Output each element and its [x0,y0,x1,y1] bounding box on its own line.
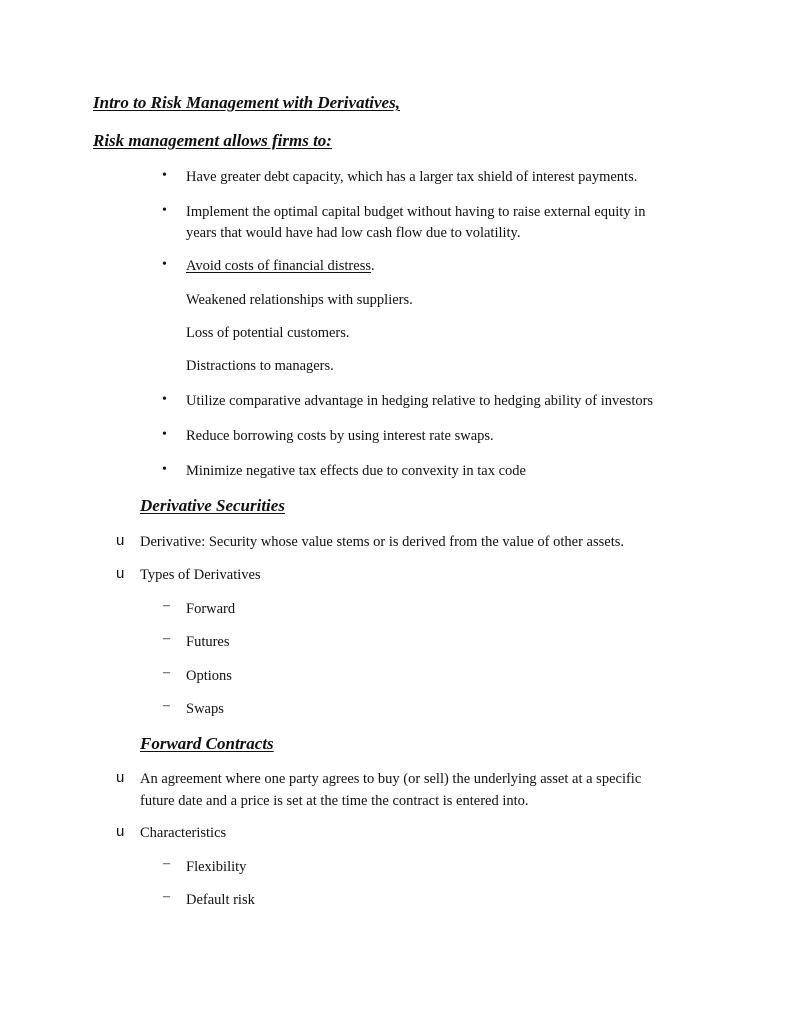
derivative-type: Futures [186,634,230,650]
u-marker: u [116,532,125,549]
document-title: Intro to Risk Management with Derivatives, [93,93,400,112]
dash-marker: – [163,631,170,646]
bullet-marker: • [162,257,167,272]
bullet-text-period: . [370,258,375,274]
distress-item: Loss of potential customers. [186,325,350,341]
financial-distress-link-text: Avoid costs of financial distress [186,258,371,274]
dash-marker: – [163,889,170,904]
derivative-type: Forward [186,601,236,617]
bullet-marker: • [162,392,167,407]
dash-marker: – [163,698,170,713]
bullet-text: Reduce borrowing costs by using interest rate swaps. [186,428,494,444]
forward-contracts-heading: Forward Contracts [140,734,274,753]
list-item-text: An agreement where one party agrees to buy (or sell) the underlying asset at a specific [140,771,642,787]
bullet-text: Implement the optimal capital budget without having to raise external equity in [186,204,646,220]
list-item-text-continued: future date and a price is set at the time the contract is entered into. [140,793,529,809]
bullet-text: Utilize comparative advantage in hedging relative to hedging ability of investors [186,393,654,409]
derivative-type: Options [186,668,232,684]
bullet-text: Minimize negative tax effects due to convexity in tax code [186,463,526,479]
bullet-marker: • [162,203,167,218]
derivative-type: Swaps [186,701,224,717]
derivative-securities-heading: Derivative Securities [140,496,285,515]
distress-item: Distractions to managers. [186,358,334,374]
dash-marker: – [163,856,170,871]
dash-marker: – [163,665,170,680]
u-marker: u [116,565,125,582]
bullet-text [186,255,375,277]
dash-marker: – [163,598,170,613]
bullet-marker: • [162,168,167,183]
bullet-marker: • [162,427,167,442]
risk-management-heading: Risk management allows firms to: [93,131,332,150]
bullet-marker: • [162,462,167,477]
list-item-text: Types of Derivatives [140,567,261,583]
u-marker: u [116,823,125,840]
bullet-text: Have greater debt capacity, which has a larger tax shield of interest payments. [186,169,638,185]
bullet-text-continued: years that would have had low cash flow due to volatility. [186,225,521,241]
list-item-text: Characteristics [140,825,227,841]
list-item-text: Derivative: Security whose value stems or is derived from the value of other assets. [140,534,625,550]
distress-item: Weakened relationships with suppliers. [186,292,413,308]
characteristic-item: Default risk [186,892,255,908]
characteristic-item: Flexibility [186,859,247,875]
u-marker: u [116,769,125,786]
